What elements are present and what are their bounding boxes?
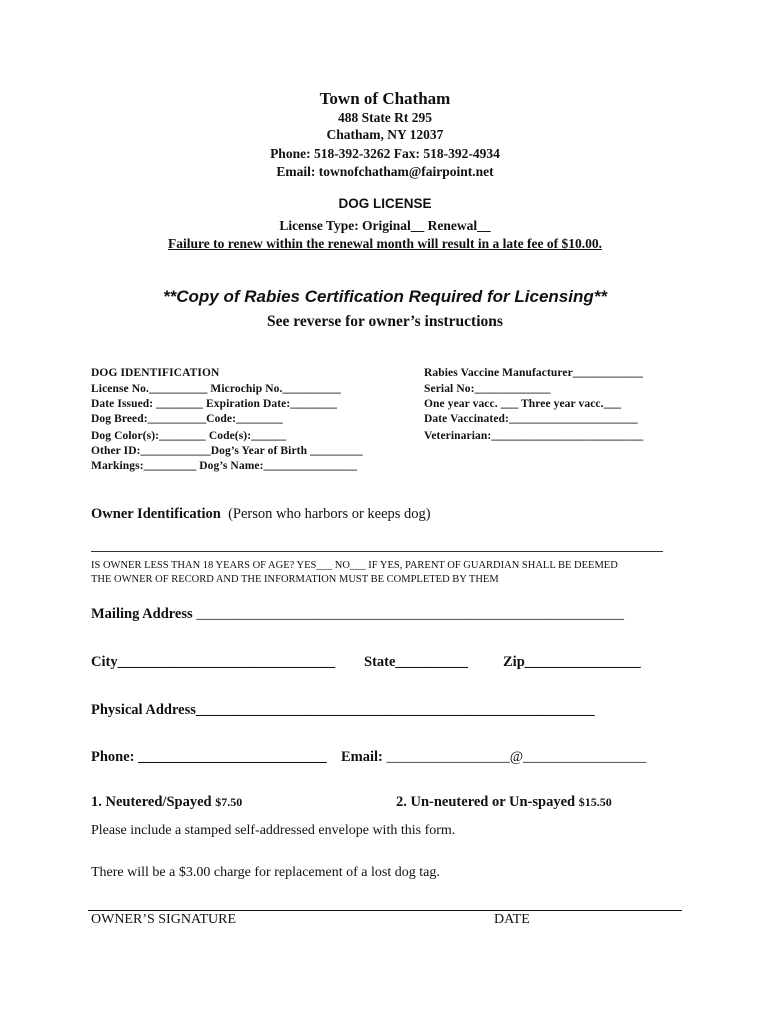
minor-owner-notice-line2: THE OWNER OF RECORD AND THE INFORMATION MUST BE COMPLETED BY THEM [91,574,499,585]
reverse-notice: See reverse for owner’s instructions [267,313,503,330]
owner-heading-label: Owner Identification [91,506,221,522]
phone-field[interactable]: Phone: __________________________ [91,749,327,765]
signature-date-label: DATE [494,912,530,927]
breed-code-row[interactable]: Dog Breed:__________Code:________ [91,413,283,425]
color-codes-row[interactable]: Dog Color(s):________ Code(s):______ [91,430,287,442]
neutered-fee [91,794,242,811]
dog-identification-heading: DOG IDENTIFICATION [91,367,220,379]
unneutered-fee [396,794,612,811]
issued-expiration-row[interactable]: Date Issued: ________ Expiration Date:________ [91,398,338,410]
form-title: DOG LICENSE [338,196,432,211]
date-vaccinated-row[interactable]: Date Vaccinated:______________________ [424,413,638,425]
signature-line[interactable] [88,910,682,911]
unneutered-fee-price: $15.50 [578,795,612,809]
street-address: 488 State Rt 295 [337,110,433,125]
owner-email-blank[interactable]: _________________@_________________ [382,749,647,765]
town-name: Town of Chatham [319,89,451,108]
owner-heading-note: (Person who harbors or keeps dog) [228,506,431,522]
minor-owner-notice-line1: IS OWNER LESS THAN 18 YEARS OF AGE? YES___ NO___ IF YES, PARENT OF GUARDIAN SHALL BE DEEMED [91,560,618,571]
late-fee-notice: Failure to renew within the renewal month will result in a late fee of $10.00. [168,236,602,251]
phone-fax: Phone: 518-392-3262 Fax: 518-392-4934 [270,146,500,161]
physical-address-field[interactable]: Physical Address_______________________________________________________ [91,702,595,718]
owner-email-label: Email: [341,749,383,765]
mailing-address-field[interactable] [91,606,624,623]
neutered-fee-price: $7.50 [215,795,243,809]
envelope-note: Please include a stamped self-addressed envelope with this form. [91,823,456,838]
unneutered-fee-label: 2. Un-neutered or Un-spayed [396,794,576,810]
rabies-manufacturer-row[interactable]: Rabies Vaccine Manufacturer____________ [424,367,643,379]
mailing-address-blank[interactable]: ___________________________________________________________ [196,606,625,622]
owner-email-field[interactable] [341,749,646,766]
other-id-birth-row[interactable]: Other ID:____________Dog’s Year of Birth _________ [91,445,363,457]
serial-number-row[interactable]: Serial No:_____________ [424,383,551,395]
state-field[interactable]: State__________ [364,654,468,670]
markings-name-row[interactable]: Markings:_________ Dog’s Name:________________ [91,460,358,472]
owner-signature-label: OWNER’S SIGNATURE [91,912,237,927]
owner-identification-heading [91,506,431,523]
city-field[interactable]: City______________________________ [91,654,336,670]
rabies-notice: **Copy of Rabies Certification Required for Licensing** [163,287,607,306]
license-microchip-row[interactable]: License No.__________ Microchip No.__________ [91,383,341,395]
city-address: Chatham, NY 12037 [326,127,444,142]
veterinarian-row[interactable]: Veterinarian:__________________________ [424,430,644,442]
vaccination-term-row[interactable]: One year vacc. ___ Three year vacc.___ [424,398,622,410]
owner-name-line[interactable] [91,551,663,552]
mailing-address-label: Mailing Address [91,606,193,622]
license-type: License Type: Original__ Renewal__ [279,218,491,233]
neutered-fee-label: 1. Neutered/Spayed [91,794,212,810]
replacement-note: There will be a $3.00 charge for replacement of a lost dog tag. [91,865,440,880]
town-email: Email: townofchatham@fairpoint.net [276,164,494,179]
zip-field[interactable]: Zip________________ [503,654,641,670]
